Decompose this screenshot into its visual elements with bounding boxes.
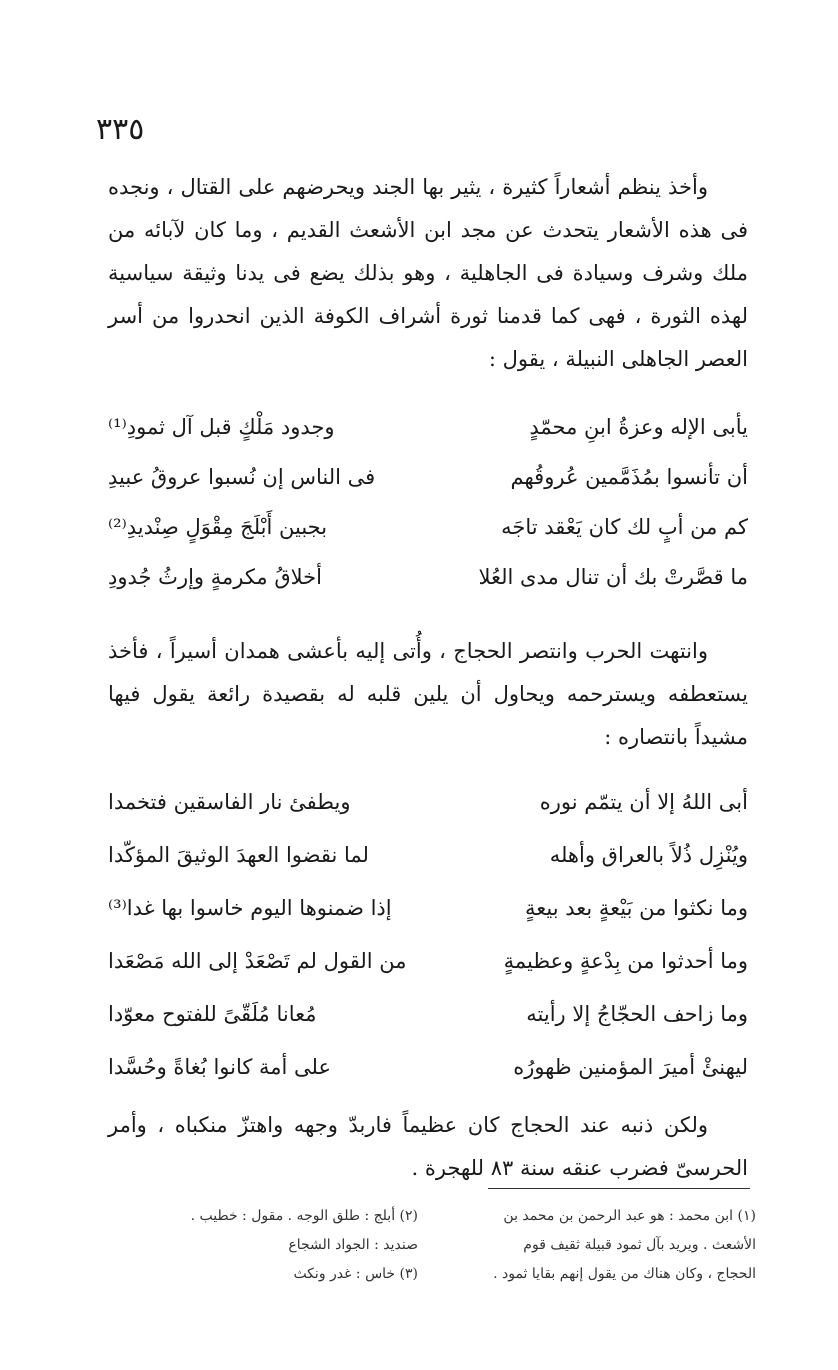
- footnotes: [96, 1202, 756, 1289]
- verse-second-hemistich: وجدود مَلْكٍ قبل آل ثمودِ⁽¹⁾: [108, 415, 335, 439]
- verse-second-hemistich: بجبين أَبْلَجَ مِقْوَلٍ صِنْديدِ⁽²⁾: [108, 515, 328, 539]
- paragraph-intro: [108, 166, 748, 381]
- verse-first-hemistich: ليهنئْ أميرَ المؤمنين ظهورُه: [513, 1055, 748, 1079]
- footnote-line: الأشعث . ويريد بآل ثمود قبيلة ثقيف قوم: [523, 1237, 756, 1253]
- paragraph-text: ولكن ذنبه عند الحجاج كان عظيماً فاربدّ وجهه واهتزّ منكباه ، وأمر الحرسىّ فضرب عنقه سنة ٨٣ للهجرة .: [108, 1113, 748, 1180]
- footnote-line: (٣) خاس : غدر ونكث: [293, 1266, 418, 1282]
- verse-second-hemistich: مُعانا مُلَقّىً للفتوح معوّدا: [108, 1002, 317, 1026]
- verse-line: [108, 776, 748, 829]
- paragraph-execution: [108, 1104, 748, 1190]
- poem-ibn-al-ashath: [108, 402, 748, 602]
- verse-second-hemistich: ويطفئ نار الفاسقين فتخمدا: [108, 790, 351, 814]
- footnote-divider: [488, 1188, 750, 1189]
- verse-line: [108, 502, 748, 552]
- verse-second-hemistich: إذا ضمنوها اليوم خاسوا بها غدا⁽³⁾: [108, 896, 392, 920]
- verse-second-hemistich: من القول لم تَصْعَدْ إلى الله مَصْعَدا: [108, 949, 407, 973]
- verse-first-hemistich: وما نكثوا من بَيْعةٍ بعد بيعةٍ: [524, 896, 748, 920]
- verse-first-hemistich: ويُنْزِل ذُلاً بالعراق وأهله: [549, 843, 748, 867]
- footnote-column-left: [96, 1202, 418, 1289]
- verse-second-hemistich: لما نقضوا العهدَ الوثيقَ المؤكّدا: [108, 843, 369, 867]
- verse-line: [108, 935, 748, 988]
- verse-line: [108, 988, 748, 1041]
- poem-hajjaj-victory: [108, 776, 748, 1094]
- verse-second-hemistich: أخلاقُ مكرمةٍ وإرثُ جُدودِ: [108, 565, 322, 589]
- paragraph-text: وأخذ ينظم أشعاراً كثيرة ، يثير بها الجند ويحرضهم على القتال ، ونجده فى هذه الأشعار يتحدث عن مجد ابن الأشعث القديم ، وما كان لآبائه من ملك وشرف وسيادة فى الجاهلية ، وهو بذلك يضع فى يدنا وثيقة سياسية لهذه الثورة ، فهى كما قدمنا ثورة أشراف الكوفة الذين انحدروا من أسر العصر الجاهلى النبيلة ، يقول :: [108, 175, 748, 371]
- footnote-line: صنديد : الجواد الشجاع: [288, 1237, 418, 1253]
- footnote-line: (١) ابن محمد : هو عبد الرحمن بن محمد بن: [503, 1208, 756, 1224]
- footnote-column-right: [434, 1202, 756, 1289]
- verse-line: [108, 829, 748, 882]
- verse-line: [108, 552, 748, 602]
- page-number: ٣٣٥: [96, 112, 145, 147]
- verse-first-hemistich: أبى اللهُ إلا أن يتمّم نوره: [539, 790, 748, 814]
- paragraph-capture: [108, 630, 748, 759]
- verse-first-hemistich: وما أحدثوا من بِدْعةٍ وعظيمةٍ: [503, 949, 748, 973]
- verse-second-hemistich: على أمة كانوا بُغاةً وحُسَّدا: [108, 1055, 332, 1079]
- verse-first-hemistich: كم من أبٍ لك كان يَعْقد تاجَه: [501, 515, 748, 539]
- verse-line: [108, 402, 748, 452]
- verse-first-hemistich: أن تأنسوا بمُذَمَّمين عُروقُهم: [510, 465, 748, 489]
- footnote-line: الحجاج ، وكان هناك من يقول إنهم بقايا ثمود .: [493, 1266, 756, 1282]
- paragraph-text: وانتهت الحرب وانتصر الحجاج ، وأُتى إليه بأعشى همدان أسيراً ، فأخذ يستعطفه ويسترحمه ويحاول أن يلين قلبه له بقصيدة رائعة يقول فيها مشيداً بانتصاره :: [108, 639, 748, 749]
- verse-first-hemistich: وما زاحف الحجّاجُ إلا رأيته: [526, 1002, 748, 1026]
- verse-line: [108, 452, 748, 502]
- verse-first-hemistich: يأبى الإله وعزةُ ابنِ محمّدٍ: [529, 415, 748, 439]
- verse-line: [108, 1041, 748, 1094]
- verse-first-hemistich: ما قصَّرتْ بك أن تنال مدى العُلا: [478, 565, 748, 589]
- footnote-line: (٢) أبلج : طلق الوجه . مقول : خطيب .: [190, 1208, 418, 1224]
- verse-line: [108, 882, 748, 935]
- verse-second-hemistich: فى الناس إن نُسبوا عروقُ عبيدِ: [108, 465, 376, 489]
